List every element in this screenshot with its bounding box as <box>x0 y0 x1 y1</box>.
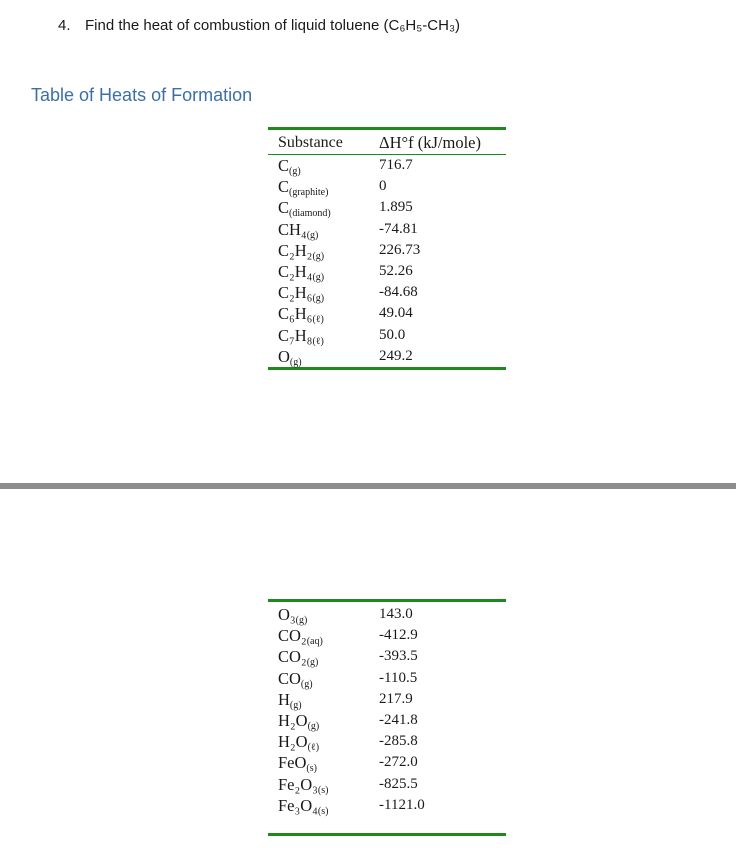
enthalpy-value: 226.73 <box>379 241 421 258</box>
substance-cell <box>278 346 302 373</box>
table-row <box>268 710 506 731</box>
enthalpy-value: 0 <box>379 178 387 195</box>
substance-formula: CO <box>278 668 301 688</box>
enthalpy-value: -825.5 <box>379 775 418 792</box>
enthalpy-value: 50.0 <box>379 326 406 343</box>
table-row <box>268 261 506 282</box>
table-row <box>268 346 506 367</box>
table-row <box>268 325 506 346</box>
substance-state: (graphite) <box>289 187 329 199</box>
heats-of-formation-table <box>268 127 506 370</box>
table-row <box>268 155 506 176</box>
page-break <box>0 483 736 489</box>
substance-state: (g) <box>300 678 313 690</box>
question-4 <box>58 17 460 34</box>
question-number: 4. <box>58 17 71 34</box>
header-value: ΔH°f (kJ/mole) <box>379 133 481 152</box>
substance-cell <box>278 795 328 822</box>
substance-formula: C₂H₂ <box>278 240 313 260</box>
substance-formula: C <box>278 177 290 197</box>
substance-formula: Fe₃O₄ <box>278 795 318 815</box>
substance-state: (g) <box>312 250 325 262</box>
substance-formula: Fe₂O₃ <box>278 774 318 794</box>
enthalpy-value: -285.8 <box>379 733 418 750</box>
substance-state: (diamond) <box>289 208 331 220</box>
substance-formula: C₂H₆ <box>278 283 313 303</box>
enthalpy-value: -1121.0 <box>379 796 425 813</box>
table-row <box>268 689 506 710</box>
substance-state: (s) <box>317 784 329 796</box>
enthalpy-value: -241.8 <box>379 711 418 728</box>
substance-state: (g) <box>312 293 325 305</box>
enthalpy-value: -393.5 <box>379 648 418 665</box>
enthalpy-value: 1.895 <box>379 199 413 216</box>
enthalpy-value: -74.81 <box>379 220 418 237</box>
substance-state: (g) <box>307 720 320 732</box>
substance-formula: H₂O <box>278 710 308 730</box>
enthalpy-value: -84.68 <box>379 284 418 301</box>
substance-formula: O <box>278 346 290 366</box>
table-row <box>268 604 506 625</box>
section-title: Table of Heats of Formation <box>31 85 253 105</box>
table-body-page2 <box>268 602 506 816</box>
table-row <box>268 774 506 795</box>
table-body-page1 <box>268 155 506 367</box>
table-row <box>268 646 506 667</box>
substance-state: (aq) <box>306 636 323 648</box>
substance-state: (g) <box>306 657 319 669</box>
substance-formula: C <box>278 156 290 175</box>
table-row <box>268 303 506 324</box>
table-header-row <box>268 130 506 154</box>
table-row <box>268 176 506 197</box>
substance-formula: CO₂ <box>278 647 307 667</box>
substance-formula: H <box>278 689 290 709</box>
table-row <box>268 795 506 816</box>
enthalpy-value: 249.2 <box>379 347 413 364</box>
enthalpy-value: 716.7 <box>379 157 413 173</box>
enthalpy-value: -412.9 <box>379 627 418 644</box>
table-row <box>268 752 506 773</box>
substance-state: (g) <box>289 356 302 368</box>
substance-formula: O₃ <box>278 605 296 624</box>
header-substance: Substance <box>278 134 343 151</box>
table-row <box>268 197 506 218</box>
table-row <box>268 219 506 240</box>
substance-formula: C₇H₈ <box>278 325 313 345</box>
substance-formula: CO₂ <box>278 626 307 646</box>
substance-formula: CH₄ <box>278 219 307 239</box>
table-row <box>268 282 506 303</box>
substance-state: (g) <box>306 229 319 241</box>
table-bottom-rule <box>268 367 506 370</box>
substance-formula: C₂H₄ <box>278 261 313 281</box>
question-text: Find the heat of combustion of liquid toluene (C₆H₅-CH₃) <box>85 17 461 34</box>
substance-state: (g) <box>289 166 301 177</box>
enthalpy-value: -272.0 <box>379 754 418 771</box>
table-bottom-rule <box>268 833 506 836</box>
table-row <box>268 731 506 752</box>
substance-state: (ℓ) <box>312 335 324 347</box>
substance-formula: C₆H₆ <box>278 304 313 324</box>
enthalpy-value: 217.9 <box>379 690 413 707</box>
enthalpy-value: 49.04 <box>379 305 413 322</box>
substance-formula: C <box>278 198 290 218</box>
table-row <box>268 240 506 261</box>
substance-state: (ℓ) <box>312 314 324 326</box>
substance-state: (s) <box>317 805 329 817</box>
substance-state: (g) <box>289 699 302 711</box>
heats-of-formation-table-continued <box>268 599 506 816</box>
substance-formula: FeO <box>278 753 307 773</box>
substance-state: (s) <box>306 763 317 775</box>
enthalpy-value: 52.26 <box>379 262 413 279</box>
enthalpy-value: 143.0 <box>379 606 413 622</box>
substance-formula: H₂O <box>278 732 308 752</box>
substance-state: (g) <box>312 271 325 283</box>
substance-state: (ℓ) <box>307 742 320 754</box>
substance-state: (g) <box>295 615 308 626</box>
enthalpy-value: -110.5 <box>379 669 418 686</box>
table-row <box>268 625 506 646</box>
table-row <box>268 668 506 689</box>
